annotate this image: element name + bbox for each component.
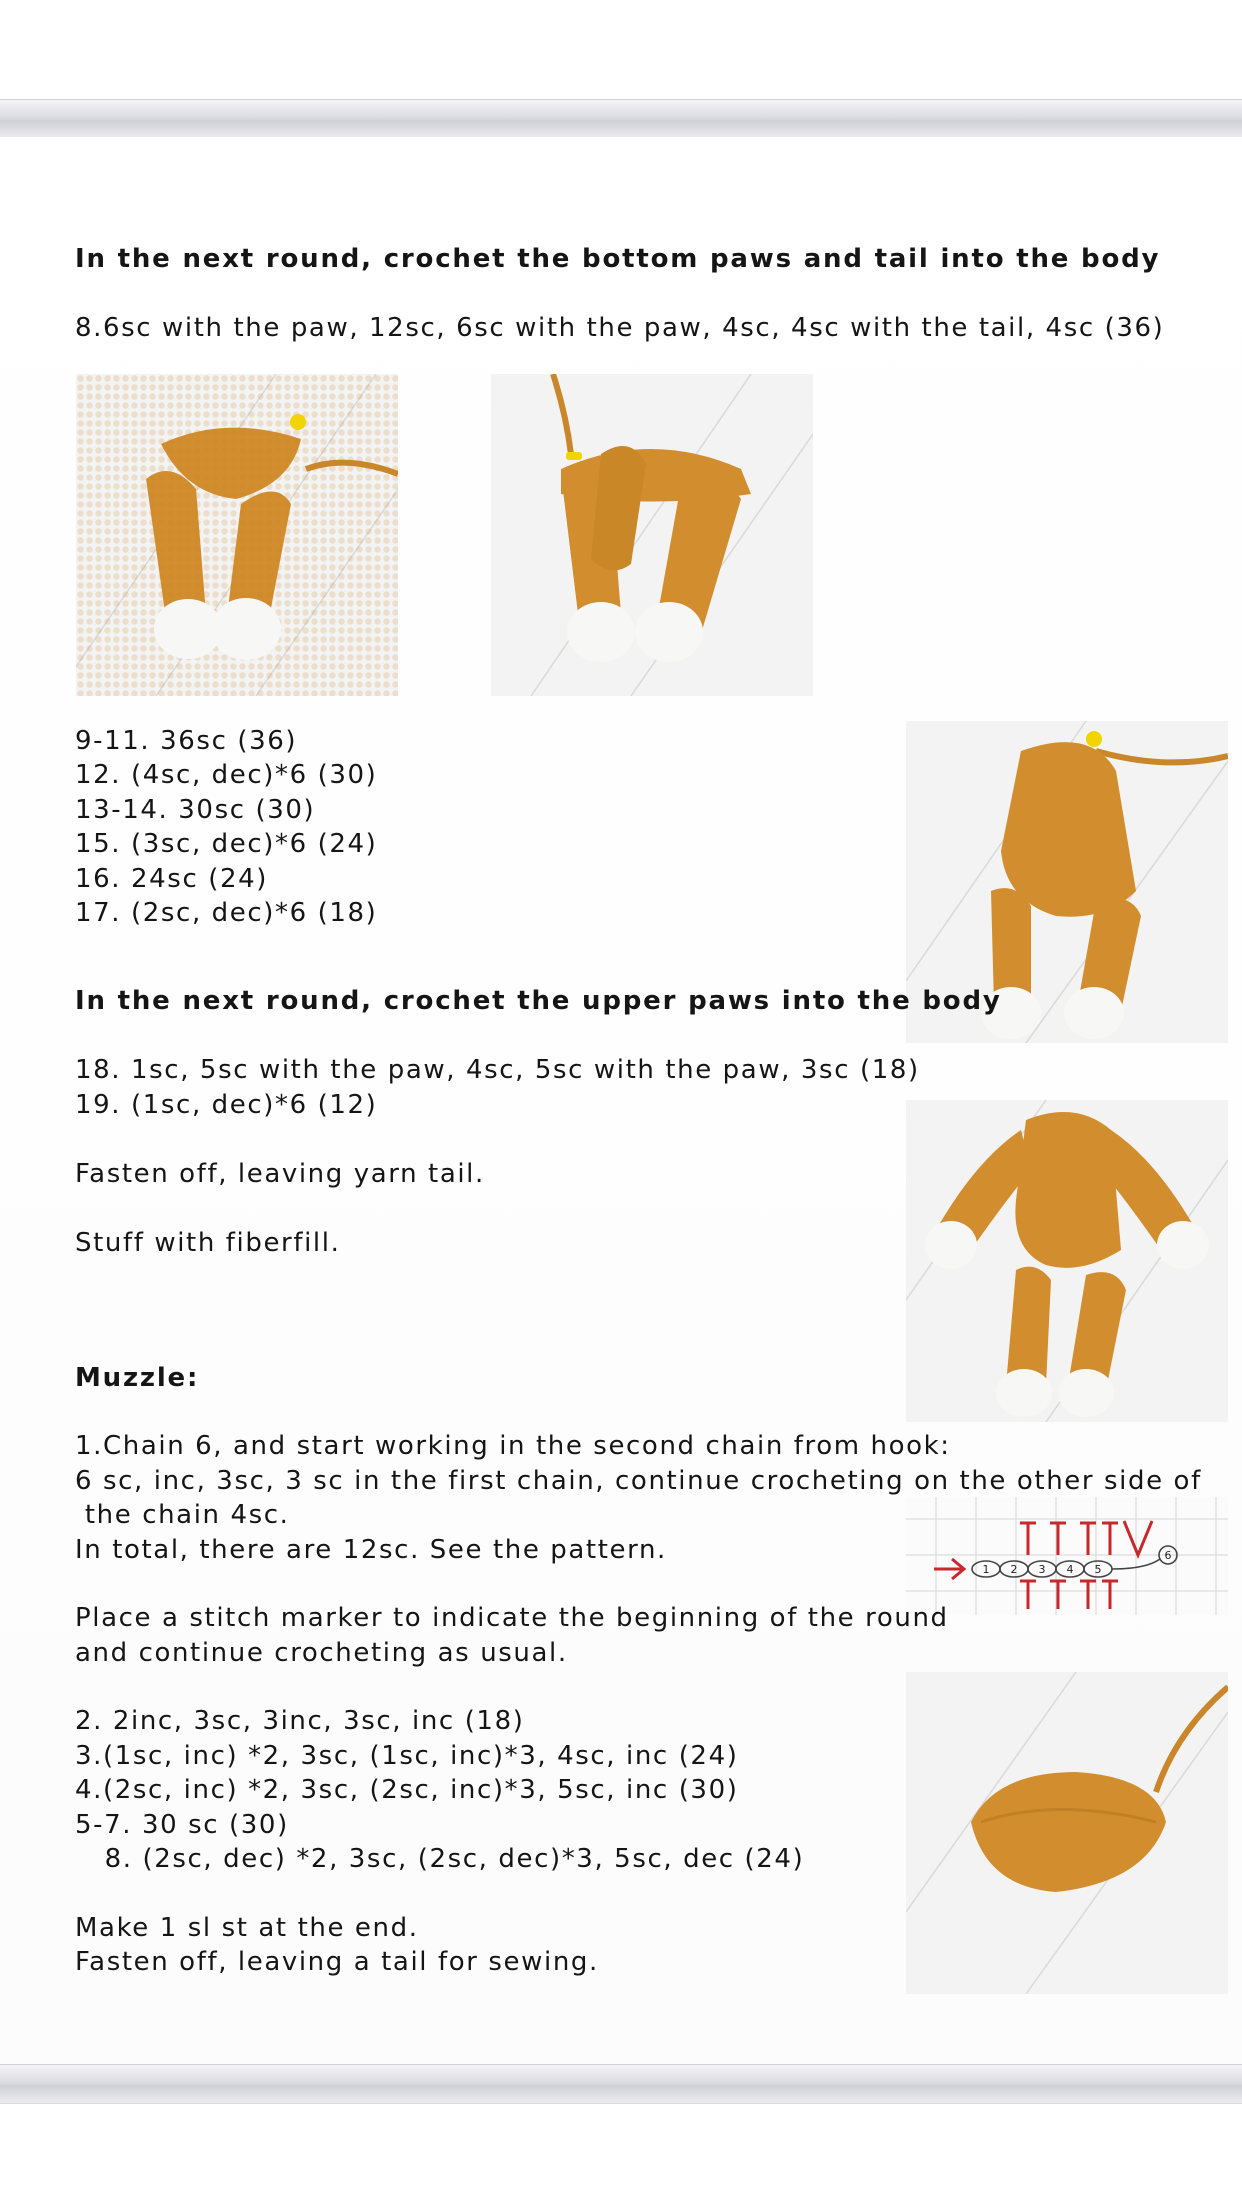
top-divider-band: [0, 99, 1242, 139]
marker-line: Place a stitch marker to indicate the beginning of the round: [75, 1603, 949, 1633]
end-line: Make 1 sl st at the end.: [75, 1913, 419, 1943]
round-line: 18. 1sc, 5sc with the paw, 4sc, 5sc with the paw, 3sc (18): [75, 1055, 920, 1085]
muzzle-round: 4.(2sc, inc) *2, 3sc, (2sc, inc)*3, 5sc, inc (30): [75, 1775, 739, 1805]
muzzle-line: 1.Chain 6, and start working in the second chain from hook:: [75, 1431, 951, 1461]
photo-bottom-paws-front: [76, 374, 398, 696]
marker-line: and continue crocheting as usual.: [75, 1638, 568, 1668]
round-line: 15. (3sc, dec)*6 (24): [75, 829, 378, 859]
document-page: [0, 137, 1242, 2064]
fasten-off-text: Fasten off, leaving yarn tail.: [75, 1159, 485, 1189]
chain-number: 5: [1094, 1563, 1102, 1576]
muzzle-round: 8. (2sc, dec) *2, 3sc, (2sc, dec)*3, 5sc, dec (24): [75, 1844, 805, 1874]
chain-number: 2: [1010, 1563, 1018, 1576]
muzzle-round: 5-7. 30 sc (30): [75, 1810, 289, 1840]
heading-upper-paws: In the next round, crochet the upper paws into the body: [75, 986, 1002, 1016]
round-8: 8.6sc with the paw, 12sc, 6sc with the paw, 4sc, 4sc with the tail, 4sc (36): [75, 313, 1165, 343]
round-line: 9-11. 36sc (36): [75, 726, 298, 756]
photo-body-upper-paws: [906, 1100, 1228, 1422]
chain-number: 1: [982, 1563, 990, 1576]
round-line: 19. (1sc, dec)*6 (12): [75, 1090, 378, 1120]
heading-bottom-paws: In the next round, crochet the bottom paws and tail into the body: [75, 244, 1161, 274]
crochet-chain-diagram: [906, 1497, 1228, 1615]
muzzle-heading: Muzzle:: [75, 1363, 200, 1393]
bottom-divider-band: [0, 2064, 1242, 2104]
photo-bottom-paws-back: [491, 374, 813, 696]
round-line: 13-14. 30sc (30): [75, 795, 316, 825]
muzzle-round: 3.(1sc, inc) *2, 3sc, (1sc, inc)*3, 4sc, inc (24): [75, 1741, 739, 1771]
muzzle-line: 6 sc, inc, 3sc, 3 sc in the first chain, continue crocheting on the other side of: [75, 1466, 1202, 1496]
chain-number: 6: [1164, 1549, 1172, 1562]
round-line: 17. (2sc, dec)*6 (18): [75, 898, 378, 928]
end-line: Fasten off, leaving a tail for sewing.: [75, 1947, 599, 1977]
photo-muzzle: [906, 1672, 1228, 1994]
round-line: 12. (4sc, dec)*6 (30): [75, 760, 378, 790]
chain-number: 3: [1038, 1563, 1046, 1576]
muzzle-round: 2. 2inc, 3sc, 3inc, 3sc, inc (18): [75, 1706, 525, 1736]
round-line: 16. 24sc (24): [75, 864, 268, 894]
muzzle-line: the chain 4sc.: [75, 1500, 290, 1530]
stuff-text: Stuff with fiberfill.: [75, 1228, 341, 1258]
muzzle-line: In total, there are 12sc. See the pattern.: [75, 1535, 667, 1565]
chain-number: 4: [1066, 1563, 1074, 1576]
